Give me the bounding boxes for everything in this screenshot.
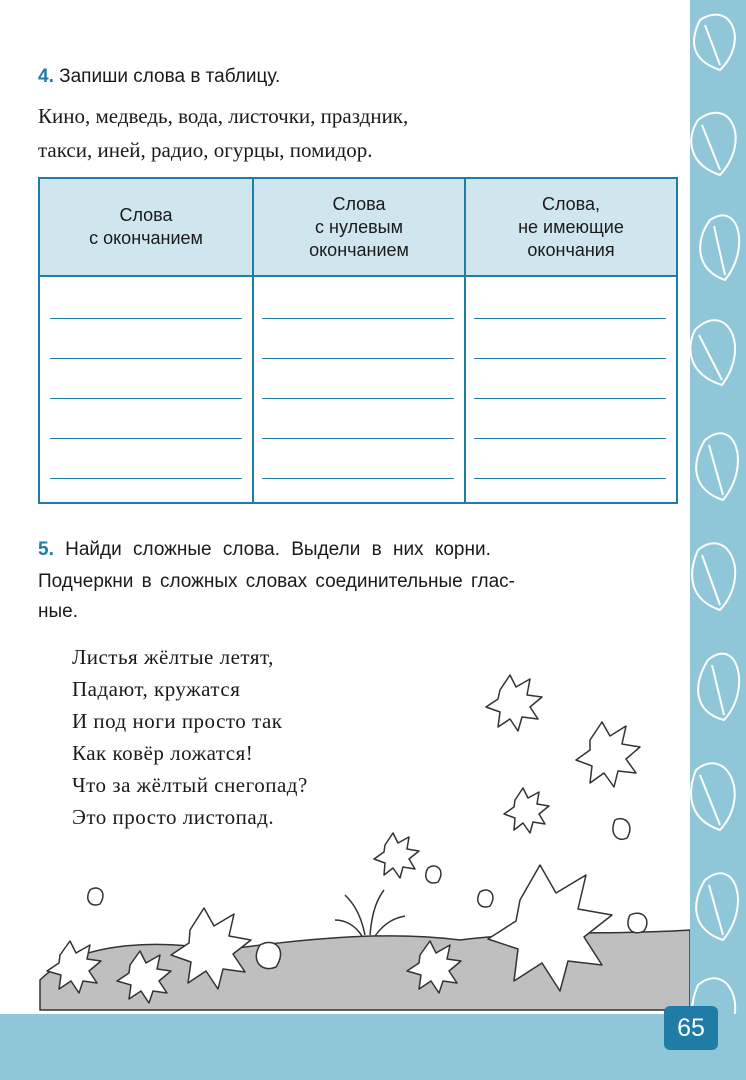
- task5-number: 5.: [38, 539, 54, 560]
- leaf-icon: [88, 888, 103, 905]
- grass-icon: [335, 890, 405, 936]
- bottom-decorative-bar: [0, 1014, 746, 1080]
- leaf-icon: [256, 942, 280, 968]
- poem-line: Это просто листопад.: [72, 805, 275, 829]
- column-header-line: окончания: [527, 239, 615, 260]
- task5-instruction-line1: Найди сложные слова. Выдели в них корни.: [65, 539, 491, 560]
- column-header-line: Слова: [119, 205, 173, 225]
- column-header-line: с нулевым: [315, 216, 403, 237]
- falling-leaves-illustration: [0, 640, 690, 1020]
- task4-words-line1: Кино, медведь, вода, листочки, праздник,: [38, 104, 409, 128]
- writing-line[interactable]: [262, 358, 454, 359]
- column-header-line: с окончанием: [89, 228, 203, 248]
- leaf-icon: [426, 866, 441, 883]
- writing-line[interactable]: [474, 398, 666, 399]
- column-divider: [252, 179, 254, 502]
- writing-line[interactable]: [50, 358, 242, 359]
- task4-heading: [38, 66, 280, 88]
- leaf-icon: [628, 913, 647, 933]
- maple-leaf-icon: [504, 788, 549, 833]
- task4-number: 4.: [38, 66, 54, 87]
- writing-line[interactable]: [50, 398, 242, 399]
- column-header-line: Слова: [332, 193, 386, 214]
- poem-line: Листья жёлтые летят,: [72, 645, 274, 669]
- task5-instruction-line2: Подчеркни в сложных словах соединительные глас-: [38, 571, 516, 592]
- column-header-line: не имеющие: [518, 216, 624, 237]
- leaf-icon: [478, 890, 493, 907]
- writing-line[interactable]: [262, 318, 454, 319]
- poem-line: Как ковёр ложатся!: [72, 741, 254, 765]
- column-header-line: Слова,: [541, 193, 601, 214]
- page-number: 65: [664, 1006, 718, 1050]
- maple-leaf-icon: [576, 722, 640, 787]
- task4-words-line2: такси, иней, радио, огурцы, помидор.: [38, 138, 373, 162]
- maple-leaf-icon: [486, 675, 542, 731]
- writing-line[interactable]: [262, 438, 454, 439]
- task4-instruction: Запиши слова в таблицу.: [59, 66, 281, 87]
- column-header-1: [40, 179, 252, 275]
- column-divider: [464, 179, 466, 502]
- leaf-icon: [613, 819, 630, 840]
- writing-line[interactable]: [262, 398, 454, 399]
- writing-line[interactable]: [50, 478, 242, 479]
- writing-line[interactable]: [50, 438, 242, 439]
- task5-heading: [38, 539, 491, 561]
- writing-line[interactable]: [50, 318, 242, 319]
- decorative-leaf-border: [690, 0, 746, 1080]
- poem-line: Что за жёлтый снегопад?: [72, 773, 308, 797]
- writing-line[interactable]: [474, 438, 666, 439]
- writing-line[interactable]: [262, 478, 454, 479]
- writing-line[interactable]: [474, 478, 666, 479]
- maple-leaf-icon: [374, 833, 419, 878]
- poem-line: И под ноги просто так: [72, 709, 283, 733]
- task5-instruction-line3: ные.: [38, 601, 78, 622]
- column-header-3: [466, 179, 676, 275]
- answer-table: [38, 177, 678, 504]
- writing-line[interactable]: [474, 358, 666, 359]
- poem-line: Падают, кружатся: [72, 677, 241, 701]
- writing-line[interactable]: [474, 318, 666, 319]
- column-header-2: [254, 179, 464, 275]
- column-header-line: окончанием: [309, 239, 409, 260]
